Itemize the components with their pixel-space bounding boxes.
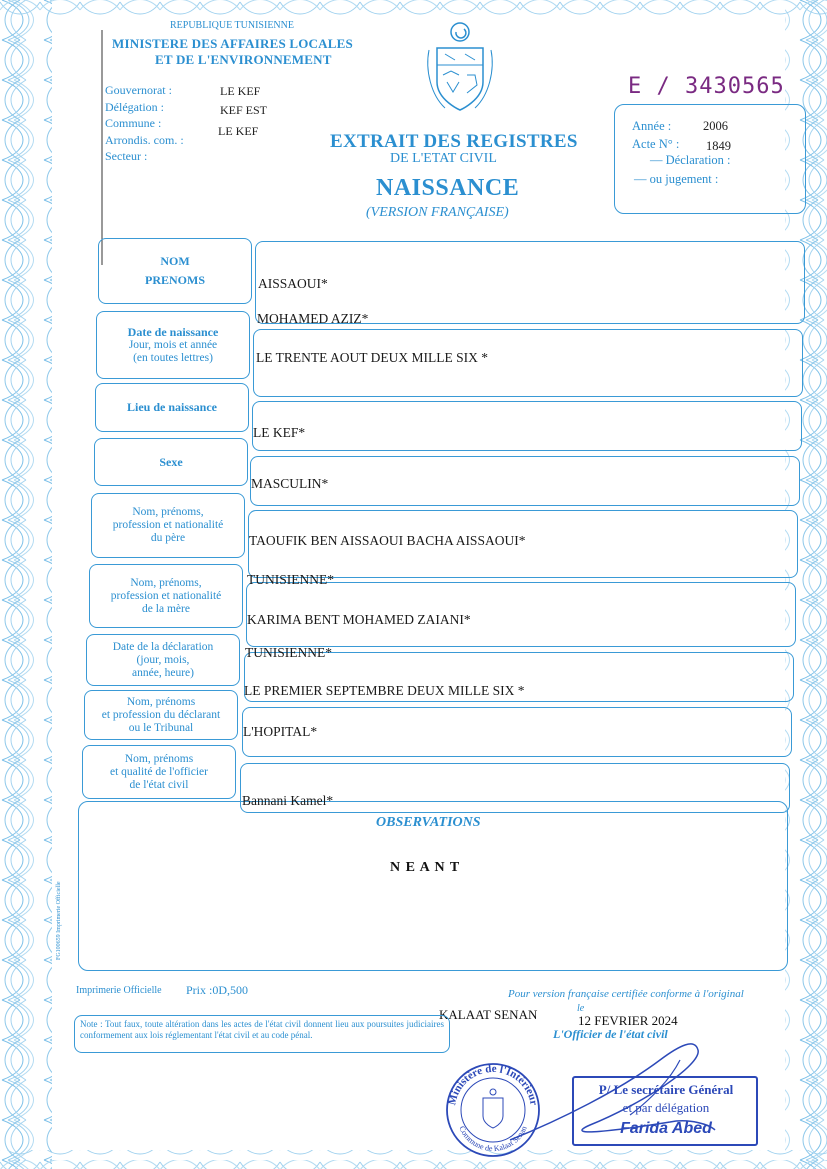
- serial-number: E / 3430565: [628, 74, 785, 99]
- decl-label2: (jour, mois,: [136, 653, 190, 666]
- acte-label: Acte N° :: [632, 137, 680, 151]
- declaration-label: — Déclaration :: [650, 153, 731, 167]
- rect-stamp-line2: et par délégation: [622, 1100, 710, 1115]
- commune-value: LE KEF: [218, 124, 259, 138]
- officier-label3: de l'état civil: [129, 778, 189, 791]
- commune-label: Commune :: [105, 116, 162, 130]
- note-label: Note :: [80, 1019, 103, 1029]
- prenoms-label: PRENOMS: [145, 273, 205, 287]
- dob-value: LE TRENTE AOUT DEUX MILLE SIX *: [256, 350, 488, 365]
- dob-sublabel2: (en toutes lettres): [133, 351, 213, 364]
- sexe-label-box: [94, 438, 248, 486]
- pere-label2: profession et nationalité: [112, 519, 224, 531]
- ministry-line2: ET DE L'ENVIRONNEMENT: [155, 52, 332, 67]
- gouvernorat-value: LE KEF: [220, 84, 261, 98]
- title-line2: DE L'ETAT CIVIL: [390, 151, 497, 166]
- pere-label3: du père: [150, 532, 186, 544]
- certified-label: Pour version française certifiée conforme à l'original: [508, 988, 744, 1000]
- nom-value: AISSAOUI*: [258, 276, 328, 291]
- declaration-date-label-box: [86, 634, 240, 686]
- place-value: KALAAT SENAN: [439, 1007, 538, 1022]
- officier-label2: et qualité de l'officier: [110, 765, 208, 778]
- mere-nationality-value: TUNISIENNE*: [245, 645, 332, 660]
- jugement-label: — ou jugement :: [634, 172, 719, 186]
- declarant-label-box: [84, 690, 238, 740]
- dob-label-box: [96, 311, 250, 379]
- declarant-label3: ou le Tribunal: [128, 721, 194, 734]
- handwritten-signature: [480, 1030, 740, 1150]
- declarant-value-box: [242, 707, 792, 757]
- rect-stamp-name: Farida Abed: [620, 1120, 712, 1137]
- rect-stamp-line1: P/ Le secrétaire Général: [598, 1082, 734, 1097]
- officier-value: Bannani Kamel*: [242, 793, 334, 808]
- officer-title: L'Officier de l'état civil: [553, 1027, 668, 1041]
- declarant-value: L'HOPITAL*: [243, 724, 318, 739]
- annee-label: Année :: [632, 119, 672, 133]
- note-content: [80, 1019, 444, 1041]
- title-line1: EXTRAIT DES REGISTRES: [330, 131, 578, 152]
- mere-label1: Nom, prénoms,: [130, 576, 202, 589]
- nom-prenoms-label-box: [98, 238, 252, 304]
- decl-label1: Date de la déclaration: [112, 640, 214, 653]
- dob-sublabel: Jour, mois et année: [128, 338, 218, 351]
- acte-value: 1849: [706, 139, 731, 153]
- round-stamp-bottom-text: Commune de Kalaat Senan: [457, 1124, 529, 1154]
- prix-label: Prix :0D,500: [186, 983, 249, 997]
- lieu-label-box: [95, 383, 249, 432]
- mere-label-box: [89, 564, 243, 628]
- arrondis-label: Arrondis. com. :: [105, 132, 184, 147]
- pere-label1: Nom, prénoms,: [132, 506, 204, 518]
- observations-title: OBSERVATIONS: [376, 815, 481, 830]
- tunisia-emblem-icon: [425, 20, 495, 115]
- lieu-value-box: [252, 401, 802, 451]
- sexe-value: MASCULIN*: [251, 476, 329, 491]
- republic-label: REPUBLIQUE TUNISIENNE: [170, 20, 294, 31]
- decl-label3: année, heure): [132, 666, 194, 679]
- doc-type: NAISSANCE: [376, 175, 520, 201]
- le-label: le: [577, 1003, 585, 1014]
- admin-labels: [105, 82, 184, 165]
- sexe-value-box: [250, 456, 800, 506]
- pere-nationality-value: TUNISIENNE*: [247, 572, 334, 587]
- prenoms-value: MOHAMED AZIZ*: [257, 311, 369, 326]
- dob-label: Date de naissance: [127, 324, 219, 339]
- observations-content: N E A N T: [390, 860, 461, 875]
- declarant-label1: Nom, prénoms: [126, 695, 196, 708]
- lieu-value: LE KEF*: [253, 425, 306, 440]
- sexe-label: Sexe: [159, 454, 183, 469]
- note-text: Tout faux, toute altération dans les actes de l'état civil donnent lieu aux poursuites judiciaires conformement aux lois réglementant l'état civil et au code pénal.: [80, 1019, 444, 1040]
- imprimerie-label: Imprimerie Officielle: [76, 985, 162, 996]
- ministry-line1: MINISTERE DES AFFAIRES LOCALES: [112, 36, 353, 51]
- version-label: (VERSION FRANÇAISE): [366, 205, 509, 220]
- round-stamp-top-text: Ministère de l'Intérieur: [446, 1062, 540, 1107]
- gouvernorat-label: Gouvernorat :: [105, 83, 172, 97]
- date-value: 12 FEVRIER 2024: [578, 1013, 678, 1028]
- pere-label-box: [91, 493, 245, 558]
- mere-label3: de la mère: [142, 602, 190, 615]
- mere-label2: profession et nationalité: [110, 589, 222, 602]
- side-print-code: FG100659 Imprimerie Officielle: [56, 881, 62, 960]
- delegation-value: KEF EST: [220, 103, 268, 117]
- pere-value: TAOUFIK BEN AISSAOUI BACHA AISSAOUI*: [249, 533, 526, 548]
- annee-value: 2006: [703, 119, 728, 133]
- declaration-value: LE PREMIER SEPTEMBRE DEUX MILLE SIX *: [244, 683, 525, 698]
- lieu-label: Lieu de naissance: [126, 400, 217, 414]
- officier-label-box: [82, 745, 236, 799]
- mere-value: KARIMA BENT MOHAMED ZAIANI*: [247, 612, 471, 627]
- delegation-label: Délégation :: [105, 99, 164, 114]
- nom-label: NOM: [160, 254, 190, 268]
- secteur-label: Secteur :: [105, 149, 148, 163]
- officier-label1: Nom, prénoms: [124, 752, 194, 765]
- declarant-label2: et profession du déclarant: [101, 708, 221, 721]
